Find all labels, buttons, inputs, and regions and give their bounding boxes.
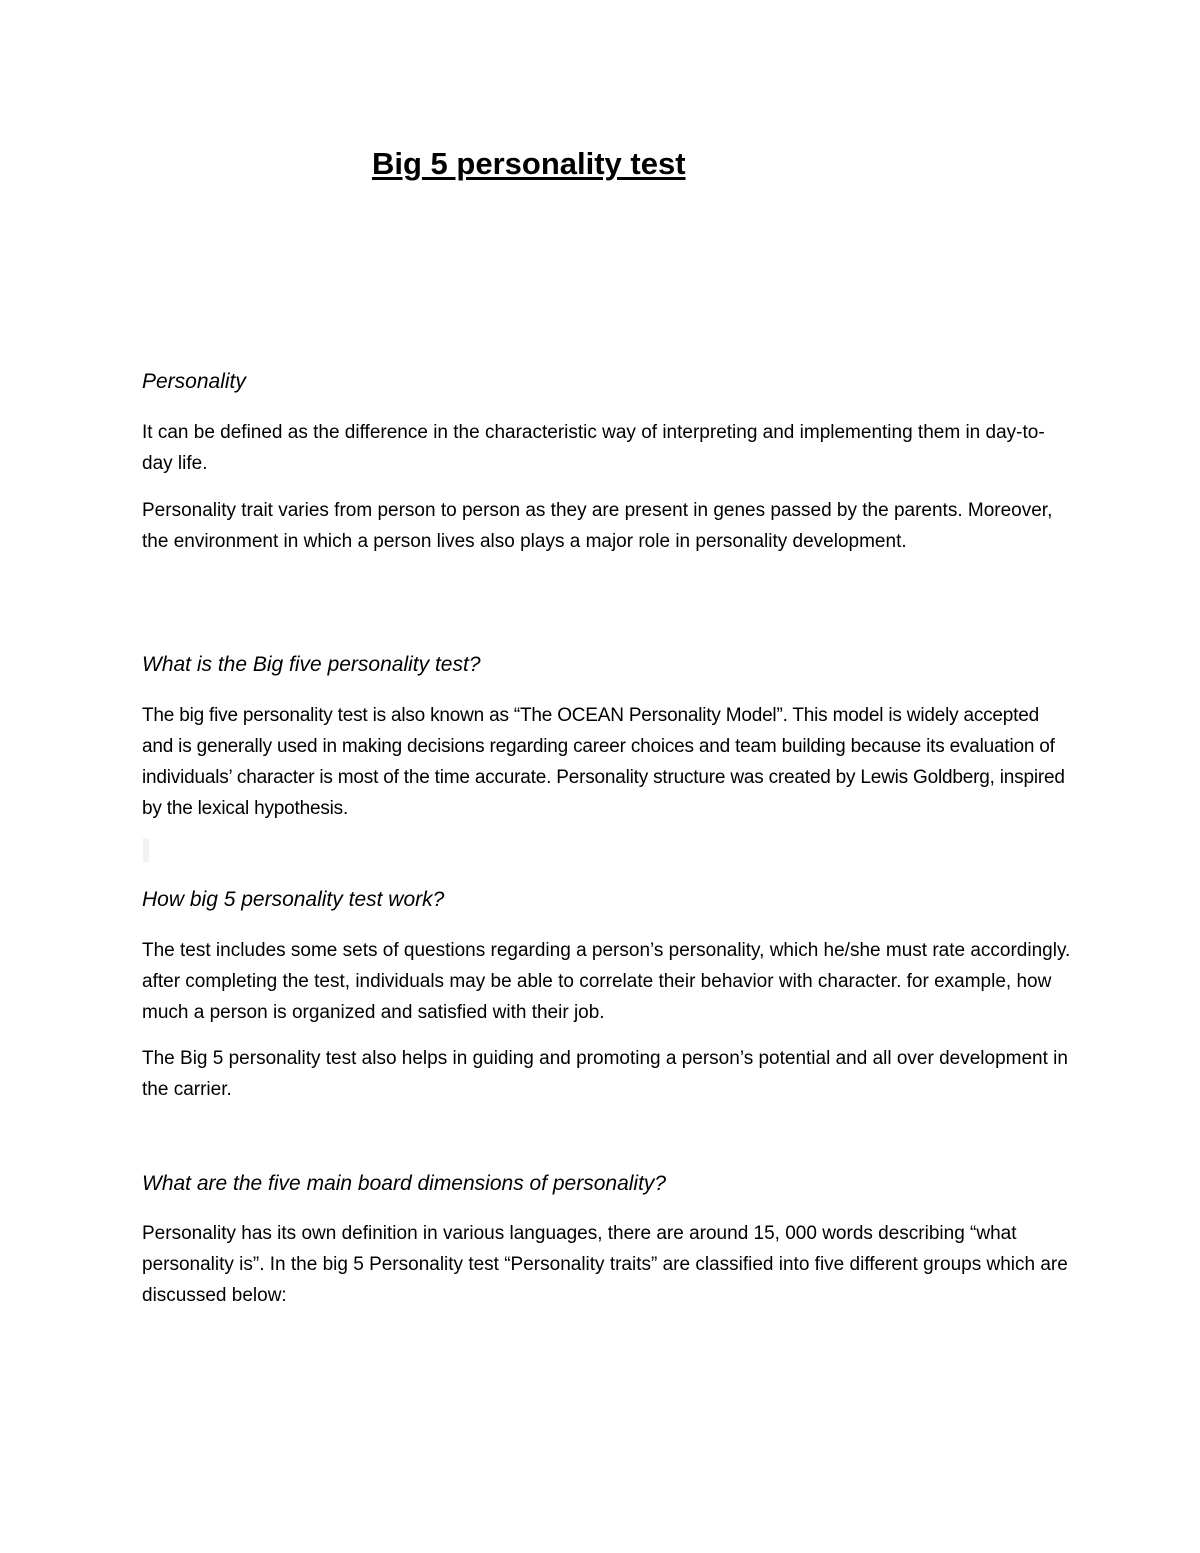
section-heading-five-dimensions: What are the five main board dimensions of personality?	[142, 1172, 667, 1195]
stray-mark	[143, 838, 149, 862]
section-paragraph: The Big 5 personality test also helps in guiding and promoting a person’s potential and all over development in the carrier.	[142, 1048, 1068, 1100]
section-heading-how-test-works: How big 5 personality test work?	[142, 888, 445, 911]
section-heading-what-is-big-five: What is the Big five personality test?	[142, 653, 481, 676]
section-paragraph: The test includes some sets of questions regarding a person’s personality, which he/she must rate accordingly. after completing the test, individuals may be able to correlate their behavior with character. for example, how much a person is organized and satisfied with their job.	[142, 940, 1071, 1023]
section-paragraph: It can be defined as the difference in the characteristic way of interpreting and implementing them in day-to-day life.	[142, 422, 1045, 474]
section-heading-personality: Personality	[142, 370, 246, 393]
section-paragraph: The big five personality test is also known as “The OCEAN Personality Model”. This model is widely accepted and is generally used in making decisions regarding career choices and team building because its evaluation of individuals’ character is most of the time accurate. Personality structure was created by Lewis Goldberg, inspired by the lexical hypothesis.	[142, 705, 1065, 819]
section-paragraph: Personality trait varies from person to person as they are present in genes passed by the parents. Moreover, the environment in which a person lives also plays a major role in personality development.	[142, 500, 1053, 552]
section-paragraph: Personality has its own definition in various languages, there are around 15, 000 words describing “what personality is”. In the big 5 Personality test “Personality traits” are classified into five different groups which are discussed below:	[142, 1223, 1068, 1306]
document-title: Big 5 personality test	[372, 146, 686, 181]
